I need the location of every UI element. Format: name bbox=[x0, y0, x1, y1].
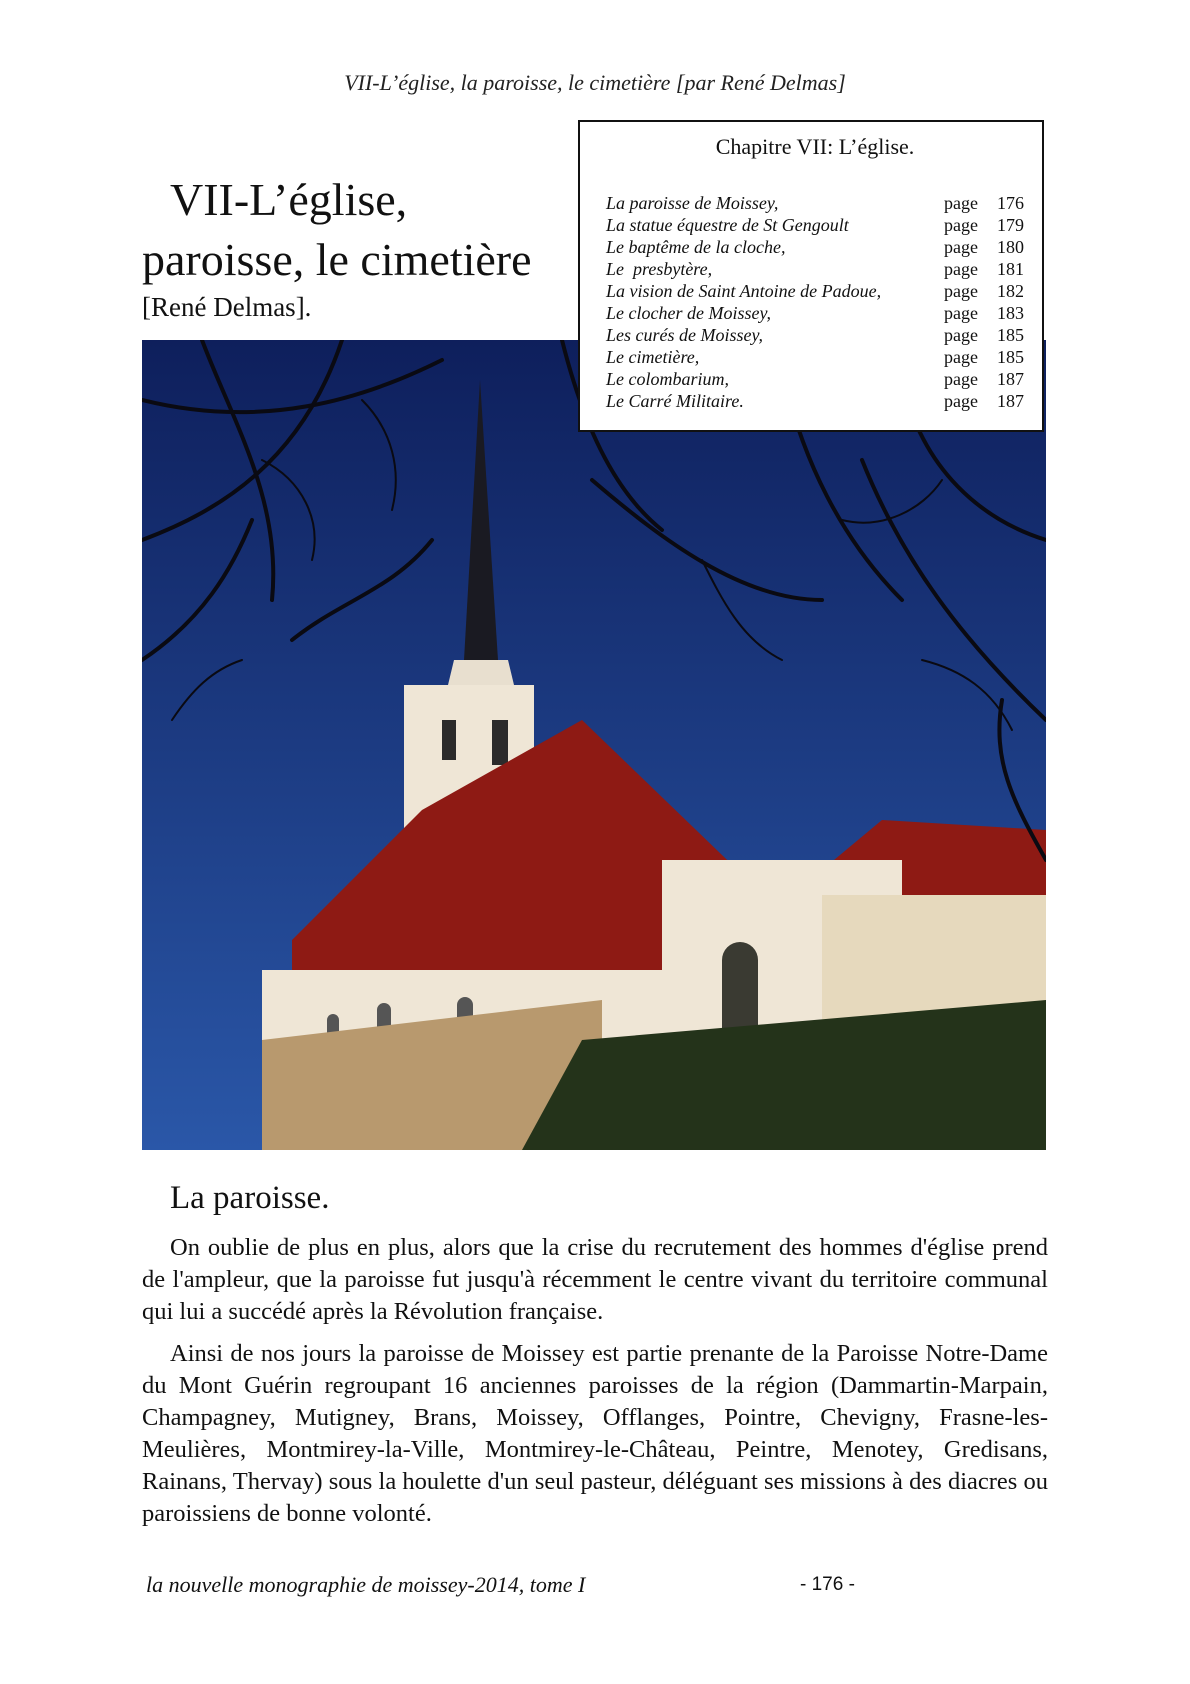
toc-item-title: Le colombarium, bbox=[606, 369, 729, 389]
paragraph: On oublie de plus en plus, alors que la crise du recrutement des hommes d'église prend de l'ampleur, que la paroisse fut jusqu'à récemment le centre vivant du territoire communal qui lui a succédé après la Révolution française. bbox=[142, 1234, 1048, 1325]
chapter-title-block bbox=[142, 170, 572, 324]
toc-item-title: Le cimetière, bbox=[606, 347, 700, 367]
toc-item-title: La statue équestre de St Gengoult bbox=[606, 215, 849, 235]
chapter-title-line-2: paroisse, le cimetière bbox=[142, 234, 532, 285]
toc-item[interactable] bbox=[606, 346, 1024, 368]
toc-box bbox=[578, 120, 1044, 432]
toc-page-word: page bbox=[944, 347, 978, 367]
toc-page-word: page bbox=[944, 369, 978, 389]
toc-item[interactable] bbox=[606, 390, 1024, 412]
paragraph: Ainsi de nos jours la paroisse de Moissey est partie prenante de la Paroisse Notre-Dame du Mont Guérin regroupant 16 anciennes paroisses de la région (Dammartin-Marpain, Champagney, Mutigney, Brans, Moissey, Offlanges, Pointre, Chevigny, Frasne-les-Meulières, Montmirey-la-Ville, Montmirey-le-Château, Peintre, Menotey, Gredisans, Rainans, Thervay) sous la houlette d'un seul pasteur, déléguant ses missions à des diacres ou paroissiens de bonne volonté. bbox=[142, 1340, 1048, 1527]
running-head: VII-L’église, la paroisse, le cimetière [par René Delmas] bbox=[344, 70, 846, 95]
church-photo bbox=[142, 340, 1046, 1150]
toc-item-title: Les curés de Moissey, bbox=[606, 325, 763, 345]
toc-page-number: 183 bbox=[997, 303, 1024, 323]
toc-item[interactable] bbox=[606, 258, 1024, 280]
toc-item[interactable] bbox=[606, 280, 1024, 302]
toc-page-number: 185 bbox=[997, 347, 1024, 367]
toc-item-title: La vision de Saint Antoine de Padoue, bbox=[606, 281, 882, 301]
toc-page-word: page bbox=[944, 391, 978, 411]
toc-item[interactable] bbox=[606, 214, 1024, 236]
toc-page-number: 179 bbox=[997, 215, 1024, 235]
toc-page-number: 185 bbox=[997, 325, 1024, 345]
toc-page-number: 181 bbox=[997, 259, 1024, 279]
toc-page-number: 187 bbox=[997, 369, 1024, 389]
toc-list bbox=[606, 192, 1024, 412]
toc-page-number: 182 bbox=[997, 281, 1024, 301]
toc-item[interactable] bbox=[606, 192, 1024, 214]
chapter-title-line-1: VII-L’église, bbox=[170, 174, 408, 225]
toc-page-word: page bbox=[944, 237, 978, 257]
footer-publication: la nouvelle monographie de moissey-2014, tome I bbox=[146, 1572, 586, 1597]
toc-page-word: page bbox=[944, 281, 978, 301]
toc-page-number: 180 bbox=[997, 237, 1024, 257]
toc-item-title: Le clocher de Moissey, bbox=[606, 303, 771, 323]
chapter-author: [René Delmas]. bbox=[142, 292, 312, 322]
toc-heading: Chapitre VII: L’église. bbox=[715, 134, 915, 159]
toc-page-word: page bbox=[944, 325, 978, 345]
toc-page-word: page bbox=[944, 193, 978, 213]
toc-item[interactable] bbox=[606, 236, 1024, 258]
toc-page-number: 176 bbox=[997, 193, 1024, 213]
toc-item-title: Le baptême de la cloche, bbox=[606, 237, 786, 257]
toc-item-title: La paroisse de Moissey, bbox=[606, 193, 779, 213]
footer-page-number: - 176 - bbox=[800, 1574, 855, 1595]
toc-page-word: page bbox=[944, 259, 978, 279]
section-title: La paroisse. bbox=[170, 1180, 330, 1216]
toc-item-title: Le presbytère, bbox=[606, 259, 713, 279]
toc-item[interactable] bbox=[606, 368, 1024, 390]
toc-page-number: 187 bbox=[997, 391, 1024, 411]
toc-page-word: page bbox=[944, 303, 978, 323]
toc-item[interactable] bbox=[606, 324, 1024, 346]
toc-item-title: Le Carré Militaire. bbox=[606, 391, 744, 411]
toc-item[interactable] bbox=[606, 302, 1024, 324]
toc-page-word: page bbox=[944, 215, 978, 235]
body-text bbox=[142, 1232, 1048, 1540]
